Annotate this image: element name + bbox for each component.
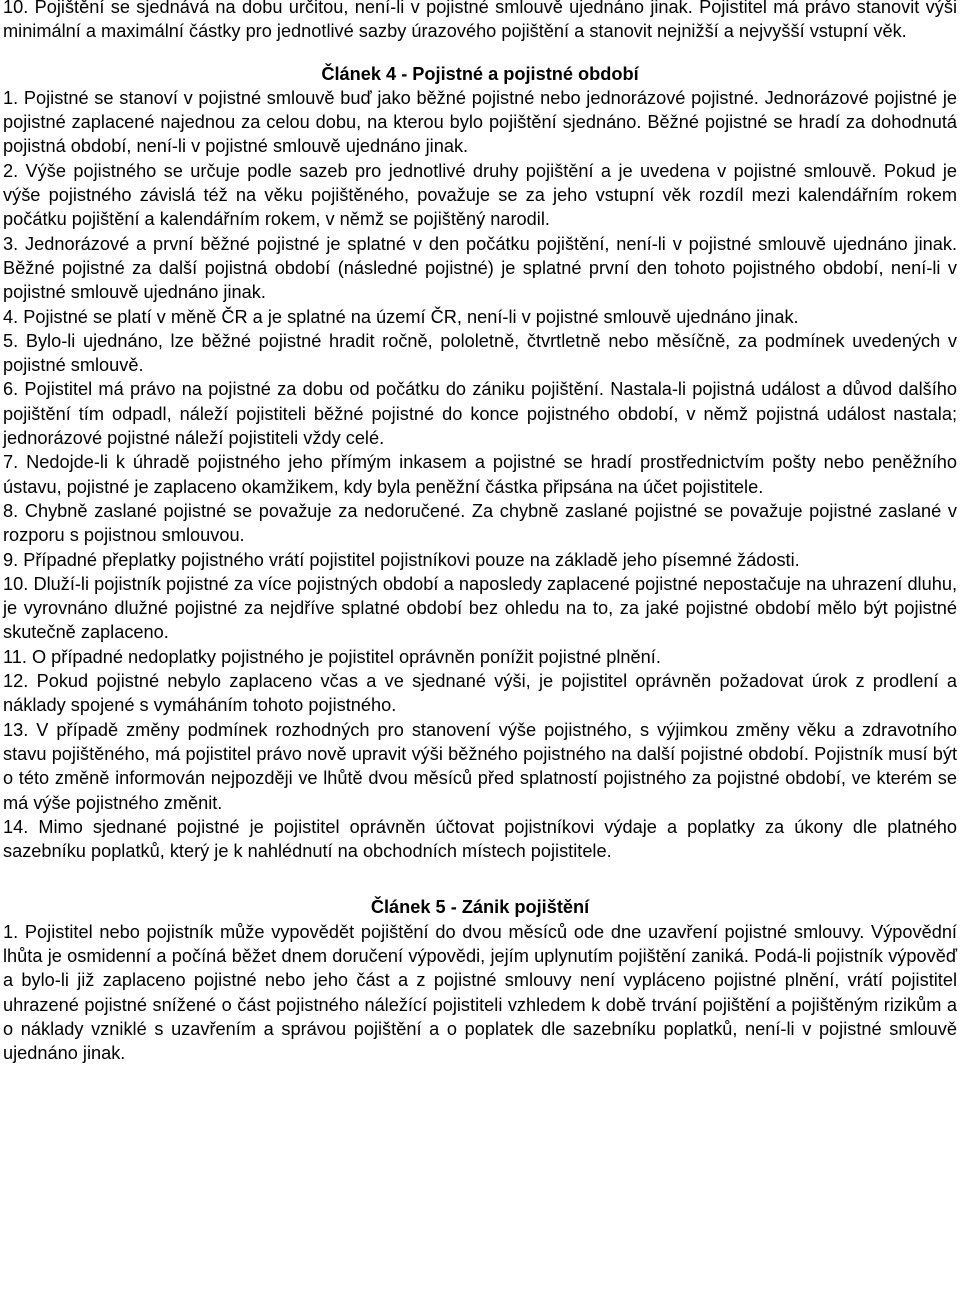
article-4-paragraph-3: 3. Jednorázové a první běžné pojistné je splatné v den počátku pojištění, není-li v pojistné smlouvě ujednáno jinak. Běžné pojistné za další pojistná období (následné pojistné) je splatné první den tohoto pojistného období, není-li v pojistné smlouvě ujednáno jinak. xyxy=(3,233,957,303)
article-4-paragraph-6: 6. Pojistitel má právo na pojistné za dobu od počátku do zániku pojištění. Nastala-li pojistná událost a důvod dalšího pojištění tím odpadl, náleží pojistiteli běžné pojistné do konce pojistného období, v němž pojistná událost nastala; jednorázové pojistné náleží pojistiteli vždy celé. xyxy=(3,379,957,449)
article-5-title: Článek 5 - Zánik pojištění xyxy=(370,897,590,918)
article-4-paragraph-12: 12. Pokud pojistné nebylo zaplaceno včas a ve sjednané výši, je pojistitel oprávněn požadovat úrok z prodlení a náklady spojené s vymáháním tohoto pojistného. xyxy=(3,671,957,716)
article-4-paragraph-9: 9. Případné přeplatky pojistného vrátí pojistitel pojistníkovi pouze na základě jeho písemné žádosti. xyxy=(3,549,800,570)
article-4-paragraph-14: 14. Mimo sjednané pojistné je pojistitel oprávněn účtovat pojistníkovi výdaje a poplatky za úkony dle platného sazebníku poplatků, který je k nahlédnutí na obchodních místech pojistitele. xyxy=(3,816,957,862)
article-4-paragraph-8: 8. Chybně zaslané pojistné se považuje za nedoručené. Za chybně zaslané pojistné se považuje pojistné zaslané v rozporu s pojistnou smlouvou. xyxy=(3,500,957,546)
article-4-paragraph-2: 2. Výše pojistného se určuje podle sazeb pro jednotlivé druhy pojištění a je uvedena v pojistné smlouvě. Pokud je výše pojistného závislá též na věku pojištěného, považuje se za jeho vstupní věk rozdíl mezi kalendářním rokem počátku pojištění a kalendářním rokem, v němž se pojištěný narodil. xyxy=(3,160,957,230)
article-4-paragraph-7: 7. Nedojde-li k úhradě pojistného jeho přímým inkasem a pojistné se hradí prostřednictvím pošty nebo peněžního ústavu, pojistné je zaplaceno okamžikem, kdy byla peněžní částka připsána na účet pojistitele. xyxy=(3,452,957,497)
article-3-paragraph-10: 10. Pojištění se sjednává na dobu určitou, není-li v pojistné smlouvě ujednáno jinak. Pojistitel má právo stanovit výši minimální a maximální částky pro jednotlivé sazby úrazového pojištění a stanovit nejnižší a nejvyšší vstupní věk. xyxy=(3,0,957,42)
article-4-paragraph-11: 11. O případné nedoplatky pojistného je pojistitel oprávněn ponížit pojistné plnění. xyxy=(3,646,661,667)
article-4-paragraph-10: 10. Dluží-li pojistník pojistné za více pojistných období a naposledy zaplacené pojistné nepostačuje na uhrazení dluhu, je vyrovnáno dlužné pojistné za nejdříve splatné období bez ohledu na to, za jaké pojistné období mělo být pojistné skutečně zaplaceno. xyxy=(3,573,957,643)
article-4-paragraph-1: 1. Pojistné se stanoví v pojistné smlouvě buď jako běžné pojistné nebo jednorázové pojistné. Jednorázové pojistné je pojistné zaplacené najednou za celou dobu, na kterou bylo pojištění sjednáno. Běžné pojistné se hradí za dohodnutá pojistná období, není-li v pojistné smlouvě ujednáno jinak. xyxy=(3,87,957,157)
article-4-paragraph-5: 5. Bylo-li ujednáno, lze běžné pojistné hradit ročně, pololetně, čtvrtletně nebo měsíčně, za podmínek uvedených v pojistné smlouvě. xyxy=(3,330,957,376)
article-4-paragraph-13: 13. V případě změny podmínek rozhodných pro stanovení výše pojistného, s výjimkou změny věku a zdravotního stavu pojištěného, má pojistitel právo nově upravit výši běžného pojistného na další pojistné období. Pojistník musí být o této změně informován nejpozději ve lhůtě dvou měsíců před splatností pojistného za pojistné období, ve kterém se má výše pojistného změnit. xyxy=(3,719,957,813)
article-4-paragraph-4: 4. Pojistné se platí v měně ČR a je splatné na území ČR, není-li v pojistné smlouvě ujednáno jinak. xyxy=(3,306,799,327)
article-5-paragraph-1: 1. Pojistitel nebo pojistník může vypovědět pojištění do dvou měsíců ode dne uzavření pojistné smlouvy. Výpovědní lhůta je osmidenní a počíná běžet dnem doručení výpovědi, jejím uplynutím pojištění zaniká. Podá-li pojistník výpověď a bylo-li již zaplaceno pojistné nebo jeho část a z pojistné smlouvy není vypláceno pojistné plnění, vrátí pojistitel uhrazené pojistné snížené o část pojistného náležící pojistiteli vzhledem k době trvání pojištění a pojištěným rizikům a o náklady vzniklé s uzavřením a správou pojištění a o poplatek dle sazebníku poplatků, není-li v pojistné smlouvě ujednáno jinak. xyxy=(3,921,957,1064)
article-4-title: Článek 4 - Pojistné a pojistné období xyxy=(321,63,639,84)
document-page xyxy=(3,0,957,1065)
